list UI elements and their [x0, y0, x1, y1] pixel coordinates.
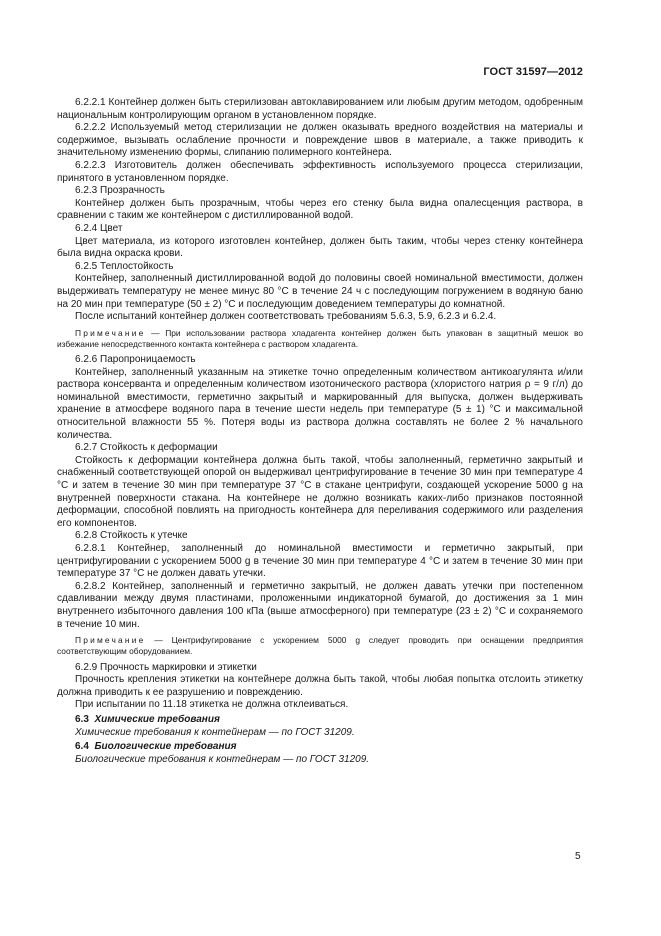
paragraph: 6.2.2.1 Контейнер должен быть стерилизован автоклавированием или любым другим методом, одобренным национальным контролирующим органом в установленном порядке.: [57, 97, 583, 121]
paragraph: Контейнер должен быть прозрачным, чтобы через его стенку была видна опалесценция раствора, в сравнении с таким же контейнером с дистиллированной водой.: [57, 197, 583, 222]
paragraph: 6.2.2.2 Используемый метод стерилизации не должен оказывать вредного воздействия на материалы и содержимое, вызывать ослабление прочности и повреждение швов в материале, а также приводить к значительному изменению формы, слипанию полимерного контейнера.: [57, 122, 583, 159]
note-label: Примечание: [75, 635, 146, 646]
paragraph: Контейнер, заполненный указанным на этикетке точно определенным количеством антикоагулянта и/или раствора консерванта и определенным количеством изотонического раствора (хлористого натрия ρ = 9 г/л) до номинальной вместимости, герметично закрытый и маркированный для выпуска, должен выдерживать хранение в атмосфере водяного пара в течение шести недель при температуре (5 ± 1) °С и максимальной относительной влажности 55 %. Потеря воды из раствора должна составлять не более 2 % начального количества.: [57, 366, 583, 441]
note: [57, 328, 583, 350]
paragraph: Цвет материала, из которого изготовлен контейнер, должен быть таким, чтобы через стенку контейнера была видна окраска крови.: [57, 235, 583, 260]
subsection-heading: 6.2.9 Прочность маркировки и этикетки: [75, 661, 257, 673]
paragraph: Контейнер, заполненный дистиллированной водой до половины своей номинальной вместимости, должен выдерживать температуру не менее минус 80 °С в течение 24 ч с последующим погружением в водяную баню на 20 мин при температуре (50 ± 2) °С и последующим доведением температуры до комнатной.: [57, 273, 583, 310]
note-label: Примечание: [75, 327, 146, 338]
subsection-heading: 6.2.3 Прозрачность: [75, 185, 165, 197]
note-text: — Центрифугирование с ускорением 5000 g следует проводить при оснащении предприятия соответствующим оборудованием.: [57, 635, 583, 657]
section-number: 6.4: [75, 741, 89, 753]
italic-paragraph: Химические требования к контейнерам — по ГОСТ 31209.: [75, 726, 355, 738]
section-heading: [57, 714, 583, 727]
paragraph: Стойкость к деформации контейнера должна быть такой, чтобы заполненный, герметично закрытый и снабженный соответствующей опорой он выдерживал центрифугирование в течение 30 мин при температуре 4 °С и затем в течение 30 мин при температуре 37 °С в стакане центрифуги, создающей ускорение 5000 g на внутренней поверхности стакана. На контейнере не должно возникать каких-либо признаков постоянной деформации, способной повлиять на пригодность контейнера для переливания содержимого или разделения его компонентов.: [57, 454, 583, 529]
document-header: ГОСТ 31597—2012: [483, 66, 583, 78]
page-number: 5: [575, 851, 581, 862]
paragraph: 6.2.2.3 Изготовитель должен обеспечивать эффективность используемого процесса стерилизации, принятого в установленном порядке.: [57, 159, 583, 184]
section-heading: [57, 741, 583, 754]
subsection-heading: 6.2.4 Цвет: [75, 222, 123, 234]
note-text: — При использовании раствора хладагента контейнер должен быть упакован в защитный мешок во избежание непосредственного контакта контейнера с раствором хладагента.: [57, 327, 583, 349]
paragraph: После испытаний контейнер должен соответствовать требованиям 5.6.3, 5.9, 6.2.3 и 6.2.4.: [75, 311, 497, 323]
italic-paragraph: Биологические требования к контейнерам — по ГОСТ 31209.: [75, 753, 370, 765]
subsection-heading: 6.2.8 Стойкость к утечке: [75, 530, 188, 542]
paragraph: При испытании по 11.18 этикетка не должна отклеиваться.: [75, 699, 349, 711]
subsection-heading: 6.2.5 Теплостойкость: [75, 260, 174, 272]
paragraph: 6.2.8.2 Контейнер, заполненный и герметично закрытый, не должен давать утечки при постепенном сдавливании между двумя пластинами, проложенными индикаторной бумагой, до достижения за 1 мин внутреннего избыточного давления 100 кПа (выше атмосферного) при температуре (23 ± 2) °С и сохраняемого в течение 10 мин.: [57, 580, 583, 630]
paragraph: 6.2.8.1 Контейнер, заполненный до номинальной вместимости и герметично закрытый, при центрифугировании с ускорением 5000 g в течение 30 мин при температуре 4 °С и затем в течение 30 мин при температуре 37 °С не должен давать утечки.: [57, 543, 583, 580]
section-title: Биологические требования: [94, 741, 237, 753]
subsection-heading: 6.2.6 Паропроницаемость: [75, 354, 196, 366]
section-number: 6.3: [75, 713, 89, 725]
note: [57, 635, 583, 657]
document-body: [57, 97, 583, 766]
section-title: Химические требования: [94, 713, 220, 725]
paragraph: Прочность крепления этикетки на контейнере должна быть такой, чтобы любая попытка отслоить этикетку должна приводить к ее разрушению и повреждению.: [57, 674, 583, 698]
subsection-heading: 6.2.7 Стойкость к деформации: [75, 442, 218, 454]
